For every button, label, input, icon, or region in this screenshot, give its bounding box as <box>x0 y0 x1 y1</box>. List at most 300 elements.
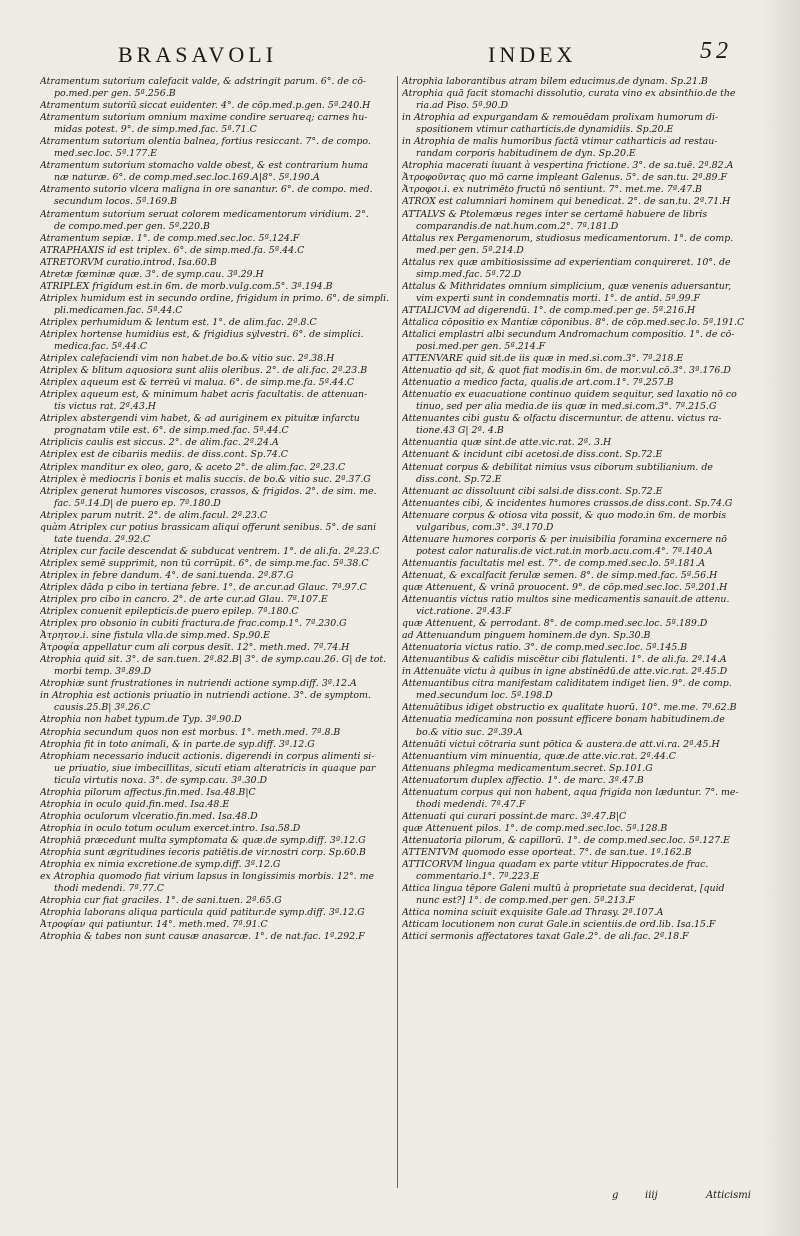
entry-text: Atrophia cur fiat graciles. 1°. de sani.tuen. 2ª.65.G <box>40 895 282 907</box>
entry-text: Attenuare humores corporis & per inuisibilia foramina excernere nō <box>402 533 727 545</box>
header-author: BRASAVOLI <box>118 42 278 67</box>
index-entry-line <box>40 510 400 522</box>
entry-text: tinuo, sed per alia media.de iis quæ in med.si.com.3°. 7ª.215.G <box>416 401 717 413</box>
index-entry-line <box>402 136 762 148</box>
index-entry-line <box>40 341 400 353</box>
index-entry-line <box>40 269 400 281</box>
index-entry-line <box>40 184 400 196</box>
index-entry-line <box>402 654 762 666</box>
catchword: Atticismi <box>706 1190 751 1201</box>
entry-text: Atrophia & tabes non sunt causæ anasarcæ. 1°. de nat.fac. 1ª.292.F <box>40 931 365 943</box>
entry-text: comparandis.de nat.hum.com.2°. 7ª.181.D <box>416 220 619 232</box>
entry-text: Atriplex calefaciendi vim non habet.de bo.& vitio suc. 2ª.38.H <box>40 353 335 365</box>
entry-text: ATTENVARE quid sit.de iis quæ in med.si.com.3°. 7ª.218.E <box>402 353 684 365</box>
index-entry-line <box>40 148 400 160</box>
index-entry-line <box>40 895 400 907</box>
entry-text: Atriplex aqueum est, & minimum habet acris facultatis. de attenuan- <box>40 389 368 401</box>
index-entry-line <box>402 883 762 895</box>
entry-text: Atriplex parum nutrit. 2°. de alim.facul. 2ª.23.C <box>40 509 268 521</box>
index-entry-line <box>402 534 762 546</box>
entry-text: Atriplex manditur ex oleo, garo, & aceto 2°. de alim.fac. 2ª.23.C <box>40 461 346 473</box>
index-entry-line <box>40 739 400 751</box>
index-entry-line <box>402 618 762 630</box>
entry-text: Attalus rex quæ ambitiosissime ad experientiam conquireret. 10°. de <box>402 256 731 268</box>
entry-text: tate tuenda. 2ª.92.C <box>54 533 151 545</box>
index-entry-line <box>402 727 762 739</box>
index-entry-line <box>40 883 400 895</box>
index-entry-line <box>402 931 762 943</box>
entry-text: vulgaribus, com.3°. 3ª.170.D <box>416 521 554 533</box>
page-number: 52 <box>700 38 732 64</box>
index-entry-line <box>402 437 762 449</box>
entry-text: Atriplex pro obsonio in cubiti fractura.de frac.comp.1°. 7ª.230.G <box>40 618 347 630</box>
index-entry-line <box>402 714 762 726</box>
entry-text: ue priuatio, siue imbecillitas, sicuti etiam alteratricis in quaque par <box>54 762 376 774</box>
entry-text: Attenuātibus idiget obstructio ex qualitate huorū. 10°. me.me. 7ª.62.B <box>402 702 737 714</box>
index-entry-line <box>40 546 400 558</box>
index-entry-line <box>402 763 762 775</box>
entry-text: Attenuantium vim minuentia, quæ.de atte.vic.rat. 2ª.44.C <box>402 750 676 762</box>
entry-text: Atrophiā præcedunt multa symptomata & quæ.de symp.diff. 3ª.12.G <box>40 834 366 846</box>
index-entry-line <box>40 160 400 172</box>
index-entry-line <box>40 570 400 582</box>
entry-text: vim experti sunt in condemnatis morti. 1°. de antid. 5ª.99.F <box>416 292 701 304</box>
index-entry-line <box>402 582 762 594</box>
entry-text: Atriplex & blitum aquosiora sunt aliis oleribus. 2°. de ali.fac. 2ª.23.B <box>40 365 368 377</box>
index-entry-line <box>402 594 762 606</box>
index-entry-line <box>402 751 762 763</box>
entry-text: Attenuatia medicamina non possunt efficere bonam habitudinem.de <box>402 714 725 726</box>
entry-text: Attenuantes cibi, & incidentes humores crassos.de diss.cont. Sp.74.G <box>402 497 733 509</box>
index-entry-line <box>402 281 762 293</box>
entry-text: Attici sermonis affectatores taxat Gale.2°. de ali.fac. 2ª.18.F <box>402 931 689 943</box>
entry-text: Attenuantes cibi gustu & olfactu discernuntur. de attenu. victus ra- <box>402 413 722 425</box>
index-entry-line <box>40 498 400 510</box>
entry-text: Attenuatorum duplex affectio. 1°. de marc. 3ª.47.B <box>402 774 644 786</box>
entry-text: Atrophia fit in toto animali, & in parte.de syp.diff. 3ª.12.G <box>40 738 315 750</box>
entry-text: Atriplex dāda p cibo in tertiana febre. 1°. de ar.cur.ad Glauc. 7ª.97.C <box>40 581 367 593</box>
entry-text: ATRIPLEX frigidum est.in 6m. de morb.vulg.com.5°. 3ª.194.B <box>40 280 333 292</box>
entry-text: prognatam vtile est. 6°. de simp.med.fac. 5ª.44.C <box>54 425 289 437</box>
entry-text: Atrophia in oculo totum oculum exercet.intro. Isa.58.D <box>40 822 301 834</box>
entry-text: Ἀτροφοῦντας quo mō carne impleant Galenus. 5°. de san.tu. 2ª.89.F <box>402 172 727 184</box>
index-entry-line <box>402 233 762 245</box>
index-entry-line <box>40 522 400 534</box>
entry-text: Attalica cōpositio ex Mantiæ cōponibus. 8°. de cōp.med.sec.lo. 5ª.191.C <box>402 316 745 328</box>
index-entry-line <box>402 112 762 124</box>
index-entry-line <box>402 221 762 233</box>
entry-text: Attenuare corpus & otiosa vita possit, & quo modo.in 6m. de morbis <box>402 509 727 521</box>
entry-text: Attenuāti victui cōtraria sunt pōtica & austera.de att.vi.ra. 2ª.45.H <box>402 738 720 750</box>
index-entry-line <box>40 799 400 811</box>
index-entry-line <box>402 293 762 305</box>
entry-text: med.secundum loc. 5ª.198.D <box>416 690 553 702</box>
index-entry-line <box>402 486 762 498</box>
entry-text: potest calor naturalis.de vict.rat.in morb.acu.com.4°. 7ª.140.A <box>416 545 713 557</box>
entry-text: Atriplex est de cibariis mediis. de diss.cont. Sp.74.C <box>40 449 288 461</box>
entry-text: midas potest. 9°. de simp.med.fac. 5ª.71.C <box>54 124 257 136</box>
index-entry-line <box>402 702 762 714</box>
entry-text: næ naturæ. 6°. de comp.med.sec.loc.169.A|8°. 5ª.190.A <box>54 172 320 184</box>
index-entry-line <box>402 365 762 377</box>
index-entry-line <box>40 365 400 377</box>
entry-text: Atriplex è mediocris ī bonis et malis succis. de bo.& vitio suc. 2ª.37.G <box>40 473 371 485</box>
entry-text: Atrophia laborans aliqua particula quid patitur.de symp.diff. 3ª.12.G <box>40 907 365 919</box>
index-entry-line <box>402 389 762 401</box>
entry-text: Atrophia macerati iuuant à vespertina frictione. 3°. de sa.tuē. 2ª.82.A <box>402 160 734 172</box>
index-entry-line <box>40 654 400 666</box>
index-entry-line <box>40 172 400 184</box>
entry-text: Atriplex generat humores viscosos, crassos, & frigidos. 2°. de sim. me. <box>40 485 377 497</box>
column-divider <box>397 76 398 1188</box>
index-entry-line <box>402 305 762 317</box>
entry-text: Ἀτροφοι.i. ex nutrimēto fructū nō sentiunt. 7°. met.me. 7ª.47.B <box>402 184 702 196</box>
entry-text: Attica lingua tēpore Galeni multū à proprietate sua deciderat, [quid <box>402 883 725 895</box>
index-entry-line <box>40 136 400 148</box>
entry-text: Atriplex conuenit epilepticis.de puero epilep. 7ª.180.C <box>40 606 299 618</box>
index-entry-line <box>402 847 762 859</box>
index-entry-line <box>402 811 762 823</box>
entry-text: thodi medendi. 7ª.47.F <box>416 798 526 810</box>
index-entry-line <box>402 799 762 811</box>
entry-text: ATTENTVM quomodo esse oporteat. 7°. de san.tue. 1ª.162.B <box>402 847 692 858</box>
index-entry-line <box>40 847 400 859</box>
index-entry-line <box>40 245 400 257</box>
right-column <box>402 76 762 943</box>
entry-text: simp.med.fac. 5ª.72.D <box>416 268 522 280</box>
entry-text: ATTALVS & Ptolemæus reges inter se certamē habuere de libris <box>402 208 708 220</box>
entry-text: Atriplex perhumidum & lentum est. 1°. de alim.fac. 2ª.8.C <box>40 316 317 328</box>
entry-text: Atrophiæ sunt frustrationes in nutriendi actione symp.diff. 3ª.12.A <box>40 678 357 690</box>
entry-text: Atramentum sutorium calefacit valde, & adstringit parum. 6°. de cō- <box>40 76 367 87</box>
index-entry-line <box>402 739 762 751</box>
index-entry-line <box>40 377 400 389</box>
entry-text: in Atrophia de malis humoribus factā vtimur catharticis ad restau- <box>402 136 718 148</box>
index-entry-line <box>40 281 400 293</box>
entry-text: Atticam locutionem non curat Gale.in scientiis.de ord.lib. Isa.15.F <box>402 919 716 931</box>
index-entry-line <box>40 486 400 498</box>
index-entry-line <box>402 871 762 883</box>
index-entry-line <box>40 76 400 88</box>
entry-text: ATRAPHAXIS id est triplex. 6°. de simp.med.fa. 5ª.44.C <box>40 244 305 256</box>
entry-text: Atramentum sutorium olentia balnea, fortius resiccant. 7°. de compo. <box>40 136 371 148</box>
entry-text: Atrophia quā facit stomachi dissolutio, curata vino ex absinthio.de the <box>402 88 736 100</box>
entry-text: Attenuatoria pilorum, & capillorū. 1°. de comp.med.sec.loc. 5ª.127.E <box>402 834 730 846</box>
index-entry-line <box>40 401 400 413</box>
index-entry-line <box>402 172 762 184</box>
entry-text: Atramentum sutorium seruat colorem medicamentorum viridium. 2°. <box>40 208 369 220</box>
index-entry-line <box>40 305 400 317</box>
entry-text: Attenuatio a medico facta, qualis.de art.com.1°. 7ª.257.B <box>402 377 674 389</box>
index-entry-line <box>40 835 400 847</box>
entry-text: Atramento sutorio vlcera maligna in ore sanantur. 6°. de compo. med. <box>40 184 373 196</box>
left-column <box>40 76 400 943</box>
header-title: INDEX <box>488 42 577 67</box>
index-entry-line <box>40 100 400 112</box>
index-entry-line <box>40 871 400 883</box>
entry-text: Atramentum sutoriū siccat euidenter. 4°. de cōp.med.p.gen. 5ª.240.H <box>40 100 371 112</box>
index-entry-line <box>402 606 762 618</box>
entry-text: spositionem vtimur catharticis.de dynamidiis. Sp.20.E <box>416 124 674 136</box>
entry-text: bo.& vitio suc. 2ª.39.A <box>416 726 523 738</box>
entry-text: Attenuantis facultatis mel est. 7°. de comp.med.sec.lo. 5ª.181.A <box>402 557 706 569</box>
index-entry-line <box>402 678 762 690</box>
entry-text: Attenuatio qd sit, & quot fiat modis.in 6m. de mor.vul.cō.3°. 3ª.176.D <box>402 365 731 377</box>
entry-text: Attenuant ac dissoluunt cibi salsi.de diss.cont. Sp.72.E <box>402 485 663 497</box>
index-entry-line <box>40 594 400 606</box>
index-entry-line <box>40 582 400 594</box>
entry-text: Atrophiam necessario inducit actionis. digerendi in corpus alimenti si- <box>40 750 375 762</box>
index-entry-line <box>402 413 762 425</box>
index-entry-line <box>402 257 762 269</box>
entry-text: Atriplex cur facile descendat & subducat ventrem. 1°. de ali.fa. 2ª.23.C <box>40 545 380 557</box>
index-entry-line <box>40 606 400 618</box>
index-entry-line <box>402 570 762 582</box>
index-entry-line <box>402 353 762 365</box>
entry-text: morbi temp. 3ª.89.D <box>54 666 151 678</box>
index-entry-line <box>40 196 400 208</box>
index-entry-line <box>402 329 762 341</box>
index-entry-line <box>402 690 762 702</box>
index-entry-line <box>40 907 400 919</box>
entry-text: quæ Attenuent pilos. 1°. de comp.med.sec.loc. 5ª.128.B <box>402 822 668 834</box>
index-entry-line <box>402 124 762 136</box>
entry-text: ATTALICVM ad digerendū. 1°. de comp.med.per ge. 5ª.216.H <box>402 304 696 316</box>
page-footer <box>0 1190 800 1210</box>
index-entry-line <box>40 751 400 763</box>
index-entry-line <box>40 257 400 269</box>
entry-text: Attenuant & incidunt cibi acetosi.de diss.cont. Sp.72.E <box>402 449 663 461</box>
entry-text: Attenuat corpus & debilitat nimius vsus ciborum subtilianium. de <box>402 461 713 473</box>
running-header <box>0 36 800 70</box>
entry-text: ex Atrophia quomodo fiat virium lapsus in longissimis morbis. 12°. me <box>40 871 375 883</box>
index-entry-line <box>402 642 762 654</box>
index-entry-line <box>402 100 762 112</box>
index-entry-line <box>402 377 762 389</box>
entry-text: Atramentum sepiæ. 1°. de comp.med.sec.loc. 5ª.124.F <box>40 232 300 244</box>
entry-text: medica.fac. 5ª.44.C <box>54 341 148 353</box>
index-entry-line <box>40 353 400 365</box>
index-entry-line <box>402 630 762 642</box>
index-entry-line <box>40 534 400 546</box>
entry-text: in Atrophia est actionis priuatio in nutriendi actione. 3°. de symptom. <box>40 690 371 702</box>
index-entry-line <box>40 702 400 714</box>
entry-text: thodi medendi. 7ª.77.C <box>54 883 164 895</box>
entry-text: Ἀτροφία appellatur cum ali corpus desīt. 12°. meth.med. 7ª.74.H <box>40 642 350 654</box>
entry-text: med.per gen. 5ª.214.D <box>416 244 524 256</box>
entry-text: Atrophia secundum quos non est morbus. 1°. meth.med. 7ª.8.B <box>40 726 341 738</box>
entry-text: Attenuans phlegma medicamentum.secret. Sp.101.G <box>402 762 653 774</box>
index-entry-line <box>402 522 762 534</box>
index-entry-line <box>402 76 762 88</box>
entry-text: Atriplex aqueum est & terreū vi malua. 6°. de simp.me.fa. 5ª.44.C <box>40 377 355 389</box>
entry-text: Attenuatoria victus ratio. 3°. de comp.med.sec.loc. 5ª.145.B <box>402 642 688 654</box>
index-entry-line <box>402 160 762 172</box>
entry-text: Attenuatio ex euacuatione continuo quidem sequitur, sed laxatio nō co <box>402 389 737 401</box>
entry-text: Attalus & Mithridates omnium simplicium, quæ venenis aduersantur, <box>402 280 732 292</box>
entry-text: Atriplex abstergendi vim habet, & ad auriginem ex pituitæ infarctu <box>40 413 360 425</box>
entry-text: Atriplicis caulis est siccus. 2°. de alim.fac. 2ª.24.A <box>40 437 279 449</box>
entry-text: de compo.med.per gen. 5ª.220.B <box>54 220 210 232</box>
index-entry-line <box>402 498 762 510</box>
entry-text: ATROX est calumniari hominem qui benedicat. 2°. de san.tu. 2ª.71.H <box>402 196 731 208</box>
index-entry-line <box>40 449 400 461</box>
index-entry-line <box>402 425 762 437</box>
index-entry-line <box>40 329 400 341</box>
entry-text: ria.ad Piso. 5ª.90.D <box>416 100 509 112</box>
entry-text: nunc est?] 1°. de comp.med.per gen. 5ª.213.F <box>416 895 635 907</box>
entry-text: ATTICORVM lingua quadam ex parte vtitur Hippocrates.de frac. <box>402 859 709 871</box>
entry-text: Atrophia sunt ægritudines iecoris patiētis.de vir.nostri corp. Sp.60.B <box>40 847 366 858</box>
index-entry-line <box>402 907 762 919</box>
entry-text: ad Attenuandum pinguem hominem.de dyn. Sp.30.B <box>402 630 651 642</box>
entry-text: diss.cont. Sp.72.E <box>416 473 502 485</box>
index-entry-line <box>402 269 762 281</box>
index-entry-line <box>40 859 400 871</box>
index-entry-line <box>40 630 400 642</box>
entry-text: Atrophia oculorum vlceratio.fin.med. Isa.48.D <box>40 810 258 822</box>
index-entry-line <box>40 642 400 654</box>
entry-text: Atrophia laborantibus atram bilem educimus.de dynam. Sp.21.B <box>402 76 708 87</box>
index-entry-line <box>402 245 762 257</box>
index-entry-line <box>402 558 762 570</box>
entry-text: tis victus rat. 2ª.43.H <box>54 401 156 413</box>
entry-text: Atrophia ex nimia excretione.de symp.diff. 3ª.12.G <box>40 859 281 871</box>
index-entry-line <box>40 678 400 690</box>
entry-text: commentario.1°. 7ª.223.E <box>416 871 540 883</box>
index-entry-line <box>40 221 400 233</box>
index-entry-line <box>40 209 400 221</box>
index-entry-line <box>40 112 400 124</box>
index-entry-line <box>40 88 400 100</box>
index-entry-line <box>40 666 400 678</box>
index-entry-line <box>402 196 762 208</box>
index-entry-line <box>40 437 400 449</box>
entry-text: vict.ratione. 2ª.43.F <box>416 606 512 618</box>
entry-text: quæ Attenuent, & perrodant. 8°. de comp.med.sec.loc. 5ª.189.D <box>402 618 708 630</box>
entry-text: ATRETORVM curatio.introd. Isa.60.B <box>40 256 217 268</box>
index-entry-line <box>402 666 762 678</box>
entry-text: Attenuantis victus ratio multos sine medicamentis sanauit.de attenu. <box>402 594 730 606</box>
entry-text: pli.medicamen.fac. 5ª.44.C <box>54 304 183 316</box>
entry-text: in Attenuāte victu à quibus in igne abstinēdū.de atte.vic.rat. 2ª.45.D <box>402 666 728 678</box>
index-entry-line <box>40 763 400 775</box>
entry-text: Attalici emplastri albi secundum Andromachum compositio. 1°. de cō- <box>402 328 735 340</box>
signature-mark: g <box>612 1190 619 1201</box>
entry-text: Atramentum sutorium omnium maxime condire seruareq; carnes hu- <box>40 112 368 124</box>
entry-text: Ἀτρητον.i. sine fistula vlla.de simp.med. Sp.90.E <box>40 630 270 642</box>
entry-text: Atrophia non habet typum.de Typ. 3ª.90.D <box>40 714 242 726</box>
entry-text: quàm Atriplex cur potius brassicam aliqui offerunt senibus. 5°. de sani <box>40 521 377 533</box>
index-entry-line <box>402 835 762 847</box>
entry-text: quæ Attenuent, & vrinā prouocent. 9°. de cōp.med.sec.loc. 5ª.201.H <box>402 581 728 593</box>
entry-text: Attenuatum corpus qui non habent, aqua frigida non læduntur. 7°. me- <box>402 786 739 798</box>
entry-text: Atriplex in febre dandum. 4°. de sani.tuenda. 2ª.87.G <box>40 569 294 581</box>
entry-text: Attenuat, & excalfacit ferulæ semen. 8°. de simp.med.fac. 5ª.56.H <box>402 569 718 581</box>
index-entry-line <box>40 124 400 136</box>
index-entry-line <box>40 618 400 630</box>
index-entry-line <box>402 510 762 522</box>
index-entry-line <box>402 919 762 931</box>
entry-text: ticula virtutis noxa. 3°. de symp.cau. 3ª.30.D <box>54 774 268 786</box>
index-entry-line <box>402 895 762 907</box>
index-entry-line <box>40 462 400 474</box>
entry-text: Attica nomina sciuit exquisite Gale.ad Thrasy. 2ª.107.A <box>402 907 664 919</box>
index-entry-line <box>40 293 400 305</box>
index-entry-line <box>402 184 762 196</box>
index-entry-line <box>402 449 762 461</box>
index-entry-line <box>40 389 400 401</box>
entry-text: Atriplex pro cibo in cancro. 2°. de arte cur.ad Glau. 7ª.107.E <box>40 594 328 606</box>
entry-text: Atrophia pilorum affectus.fin.med. Isa.48.B|C <box>40 786 256 798</box>
entry-text: Atrophia in oculo quid.fin.med. Isa.48.E <box>40 798 230 810</box>
entry-text: Atramentum sutorium stomacho valde obest, & est contrarium huma <box>40 160 369 172</box>
index-entry-line <box>402 88 762 100</box>
entry-text: randam corporis habitudinem de dyn. Sp.20.E <box>416 148 636 160</box>
index-entry-line <box>402 787 762 799</box>
entry-text: Atriplex humidum est in secundo ordine, frigidum in primo. 6°. de simpli. <box>40 292 390 304</box>
index-entry-line <box>402 775 762 787</box>
index-entry-line <box>40 787 400 799</box>
entry-text: in Atrophia ad expurgandam & remouēdam prolixam humorum di- <box>402 112 719 124</box>
entry-text: Attenuantibus & calidis miscētur cibi flatulenti. 1°. de ali.fa. 2ª.14.A <box>402 654 727 666</box>
index-entry-line <box>40 714 400 726</box>
index-entry-line <box>40 931 400 943</box>
index-entry-line <box>402 317 762 329</box>
entry-text: Atrophia quid sit. 3°. de san.tuen. 2ª.82.B| 3°. de symp.cau.26. G| de tot. <box>40 654 387 666</box>
entry-text: Attenuantibus citra manifestam caliditatem indiget lien. 9°. de comp. <box>402 678 732 690</box>
index-entry-line <box>40 317 400 329</box>
index-entry-line <box>40 919 400 931</box>
index-entry-line <box>402 823 762 835</box>
entry-text: Atretæ fœminæ quæ. 3°. de symp.cau. 3ª.29.H <box>40 268 264 280</box>
entry-text: Atriplex semē supprimit, non tū corrūpit. 6°. de simp.me.fac. 5ª.38.C <box>40 557 369 569</box>
index-entry-line <box>402 209 762 221</box>
index-entry-line <box>40 233 400 245</box>
index-entry-line <box>402 546 762 558</box>
index-entry-line <box>402 148 762 160</box>
entry-text: tione.43 G| 2ª. 4.B <box>416 425 504 437</box>
index-entry-line <box>40 474 400 486</box>
index-entry-line <box>402 474 762 486</box>
entry-text: Attalus rex Pergamenorum, studiosus medicamentorum. 1°. de comp. <box>402 232 734 244</box>
index-entry-line <box>402 859 762 871</box>
index-entry-line <box>40 811 400 823</box>
entry-text: po.med.per gen. 5ª.256.B <box>54 88 176 100</box>
index-entry-line <box>40 558 400 570</box>
entry-text: Attenuati qui curari possint.de marc. 3ª.47.B|C <box>402 810 627 822</box>
index-entry-line <box>40 775 400 787</box>
entry-text: secundum locos. 5ª.169.B <box>54 196 178 208</box>
index-entry-line <box>40 690 400 702</box>
entry-text: Attenuantia quæ sint.de atte.vic.rat. 2ª. 3.H <box>402 437 612 449</box>
index-entry-line <box>40 823 400 835</box>
index-entry-line <box>402 341 762 353</box>
entry-text: Ἀτροφίαν qui patiuntur. 14°. meth.med. 7ª.91.C <box>40 919 268 931</box>
index-entry-line <box>402 401 762 413</box>
entry-text: fac. 5ª.14.D| de puero ep. 7ª.180.D <box>54 497 221 509</box>
signature-number: iiij <box>645 1190 658 1201</box>
entry-text: causis.25.B| 3ª.26.C <box>54 702 150 714</box>
entry-text: Atriplex hortense humidius est, & frigidius sylvestri. 6°. de simplici. <box>40 328 364 340</box>
entry-text: med.sec.loc. 5ª.177.E <box>54 148 157 160</box>
index-entry-line <box>40 413 400 425</box>
entry-text: posi.med.per gen. 5ª.214.F <box>416 341 546 353</box>
index-entry-line <box>40 425 400 437</box>
page-edge-shadow <box>760 0 800 1236</box>
index-entry-line <box>402 462 762 474</box>
index-entry-line <box>40 727 400 739</box>
